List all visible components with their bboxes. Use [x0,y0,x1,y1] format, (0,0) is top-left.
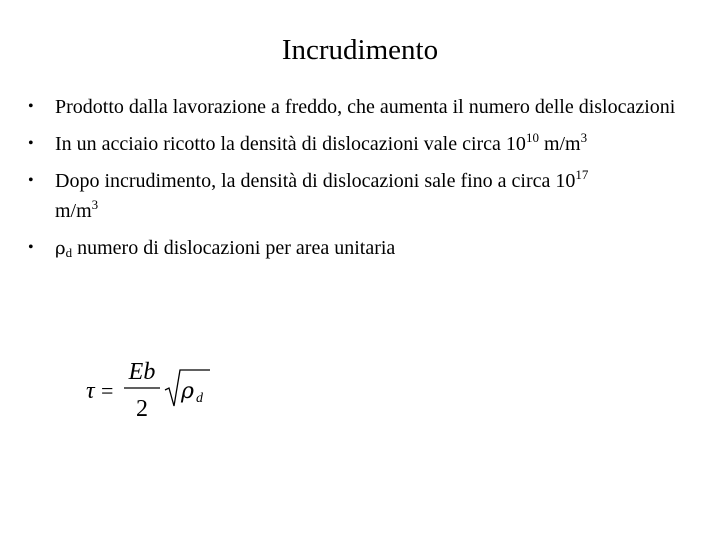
bullet-dot-icon: • [28,239,34,256]
formula-rho-subscript: d [196,391,203,406]
bullet-content [55,130,588,155]
bullet-item [28,233,696,264]
slide-title: Incrudimento [281,34,439,66]
shear-stress-formula [86,352,226,435]
bullet-exponent: 10 [525,130,539,145]
bullet-text: Prodotto dalla lavorazione a freddo, che aumenta il numero delle dislocazioni [55,96,676,118]
bullet-text: Dopo incrudimento, la densità di dislocazioni sale fino a circa 10 [55,170,576,192]
bullet-item [28,129,696,159]
formula-equals: = [101,378,114,403]
rho-symbol: ρ [55,238,66,259]
rho-subscript: d [65,245,73,260]
bullet-exponent: 17 [575,167,589,182]
bullet-unit-exponent: 3 [91,197,99,212]
formula-denominator: 2 [136,396,148,422]
bullet-text: numero di dislocazioni per area unitaria [72,237,396,259]
formula-rho: ρ [181,379,194,404]
formula-tau: τ [86,378,95,404]
bullet-unit: m/m [538,133,581,155]
bullet-item [28,166,696,226]
bullet-dot-icon: • [28,172,34,189]
bullet-content [55,237,395,259]
bullet-content [55,167,589,222]
bullet-list [28,92,696,271]
bullet-dot-icon: • [28,135,34,152]
bullet-item [28,92,696,122]
formula-numerator: Eb [128,359,156,385]
bullet-unit: m/m [55,200,92,222]
formula-graphic [86,352,226,430]
bullet-dot-icon: • [28,98,34,115]
bullet-text: In un acciaio ricotto la densità di dislocazioni vale circa 10 [55,133,526,155]
bullet-unit-exponent: 3 [580,130,588,145]
